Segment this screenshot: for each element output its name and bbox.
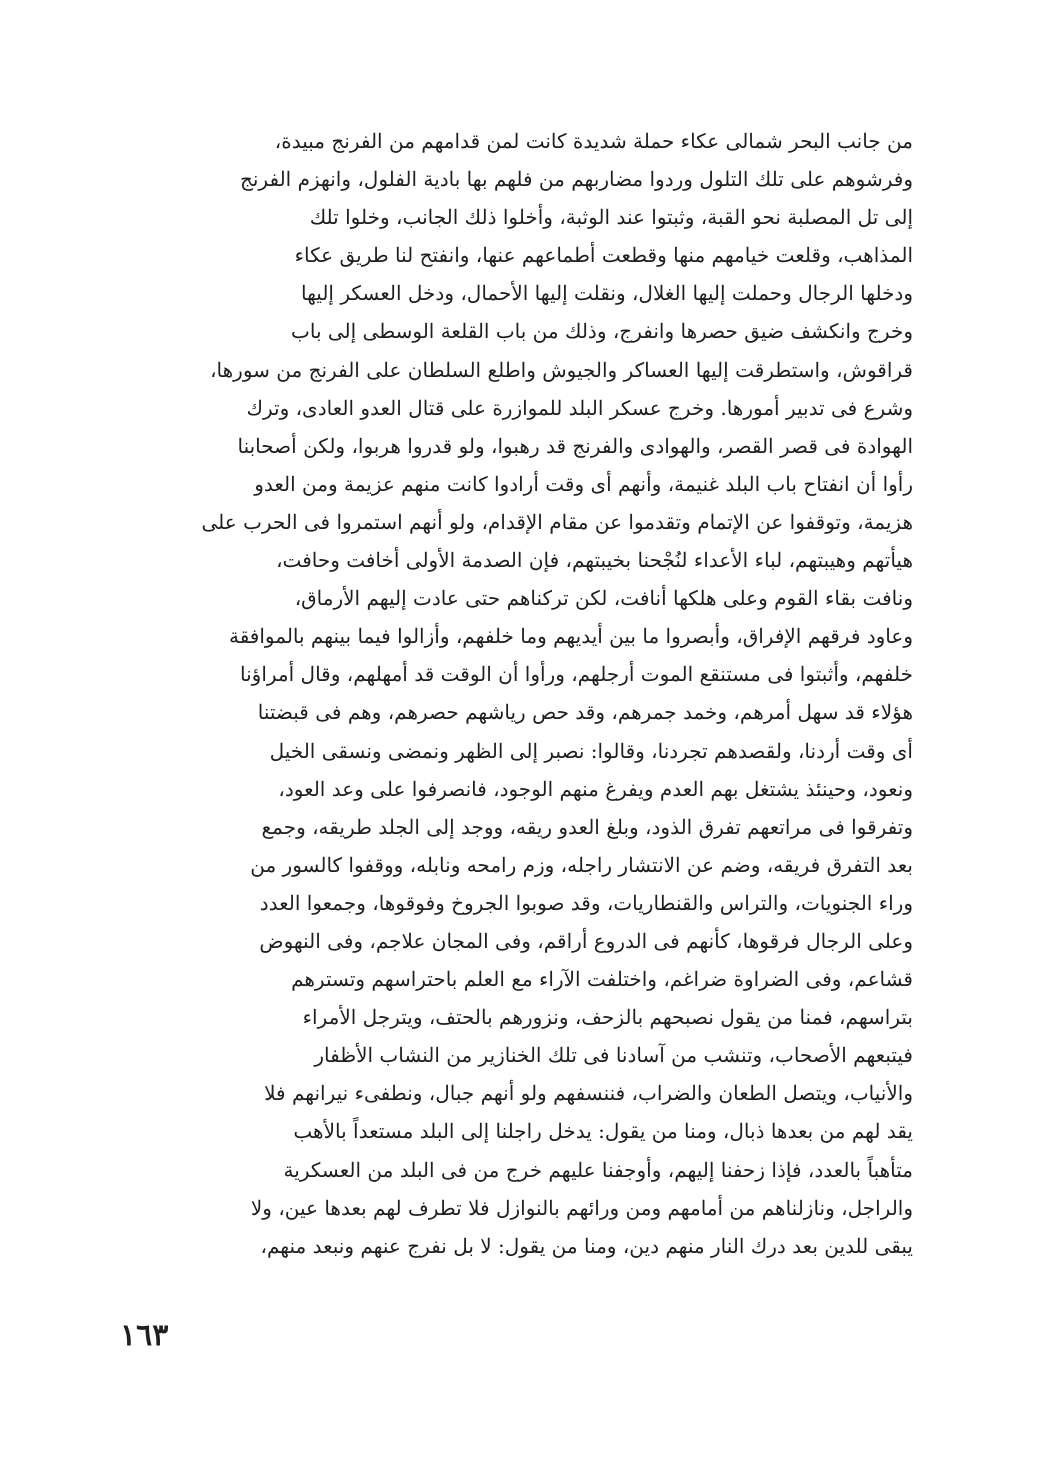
text-line: وتفرقوا فى مراتعهم تفرق الذود، وبلغ العدو ريقه، ووجد إلى الجلد طريقه، وجمع <box>261 814 913 839</box>
text-line: بتراسهم، فمنا من يقول نصبحهم بالزحف، ونزورهم بالحتف، ويترجل الأمراء <box>302 1005 913 1030</box>
text-line: هؤلاء قد سهل أمرهم، وخمد جمرهم، وقد حص رياشهم حصرهم، وهم فى قبضتنا <box>257 700 913 725</box>
text-line: وعلى الرجال فرقوها، كأنهم فى الدروع أراقم، وفى المجان علاجم، وفى النهوض <box>259 928 913 953</box>
text-line: يقد لهم من بعدها ذبال، ومنا من يقول: يدخل راجلنا إلى البلد مستعداً بالأهب <box>293 1119 913 1144</box>
text-line: أى وقت أردنا، ولقصدهم تجردنا، وقالوا: نصبر إلى الظهر ونمضى ونسقى الخيل <box>269 738 913 763</box>
text-line: بعد التفرق فريقه، وضم عن الانتشار راجله، وزم رامحه ونابله، ووقفوا كالسور من <box>250 852 913 877</box>
text-line: هزيمة، وتوقفوا عن الإتمام وتقدموا عن مقام الإقدام، ولو أنهم استمروا فى الحرب على <box>201 509 913 534</box>
text-line: ونعود، وحينئذ يشتغل بهم العدم ويفرغ منهم الوجود، فانصرفوا على وعد العود، <box>278 776 913 801</box>
body-text <box>125 122 913 1265</box>
text-line: وراء الجنويات، والتراس والقنطاريات، وقد صوبوا الجروخ وفوقوها، وجمعوا العدد <box>259 890 913 915</box>
text-line: قراقوش، واستطرقت إليها العساكر والجيوش واطلع السلطان على الفرنج من سورها، <box>210 357 913 382</box>
page-number: ١٦٣ <box>120 1318 169 1353</box>
text-line: وخرج وانكشف ضيق حصرها وانفرج، وذلك من باب القلعة الوسطى إلى باب <box>291 319 913 344</box>
text-line: خلفهم، وأثبتوا فى مستنقع الموت أرجلهم، ورأوا أن الوقت قد أمهلهم، وقال أمراؤنا <box>240 662 913 687</box>
text-line: هيأتهم وهيبتهم، لباء الأعداء لنُجْحنا بخيبتهم، فإن الصدمة الأولى أخافت وحافت، <box>276 548 913 573</box>
text-line: قشاعم، وفى الضراوة ضراغم، واختلفت الآراء مع العلم باحتراسهم وتسترهم <box>291 967 913 992</box>
text-line: متأهباً بالعدد، فإذا زحفنا إليهم، وأوجفنا عليهم خرج من فى البلد من العسكرية <box>283 1157 913 1182</box>
text-line: المذاهب، وقلعت خيامهم منها وقطعت أطماعهم عنها، وانفتح لنا طريق عكاء <box>294 243 913 268</box>
text-line: ونافت بقاء القوم وعلى هلكها أنافت، لكن تركناهم حتى عادت إليهم الأرماق، <box>294 586 913 611</box>
text-line: ودخلها الرجال وحملت إليها الغلال، ونقلت إليها الأحمال، ودخل العسكر إليها <box>300 281 913 306</box>
text-line: الهوادة فى قصر القصر، والهوادى والفرنج قد رهبوا، ولو قدروا هربوا، ولكن أصحابنا <box>237 433 913 458</box>
text-line: والأنياب، ويتصل الطعان والضراب، فننسفهم ولو أنهم جبال، ونطفىء نيرانهم فلا <box>264 1081 913 1106</box>
text-line: والراجل، ونازلناهم من أمامهم ومن ورائهم بالنوازل فلا تطرف لهم بعدها عين، ولا <box>250 1195 913 1220</box>
text-line: رأوا أن انفتاح باب البلد غنيمة، وأنهم أى وقت أرادوا كانت منهم عزيمة ومن العدو <box>254 471 913 496</box>
text-line: وفرشوهم على تلك التلول وردوا مضاربهم من فلهم بها بادية الفلول، وانهزم الفرنج <box>239 167 913 192</box>
text-line: إلى تل المصلبة نحو القبة، وثبتوا عند الوثبة، وأخلوا ذلك الجانب، وخلوا تلك <box>309 205 913 230</box>
text-line: يبقى للدين بعد درك النار منهم دين، ومنا من يقول: لا بل نفرج عنهم ونبعد منهم، <box>260 1233 913 1258</box>
text-line: وعاود فرقهم الإفراق، وأبصروا ما بين أيديهم وما خلفهم، وأزالوا فيما بينهم بالموافقة <box>228 624 913 649</box>
text-line: من جانب البحر شمالى عكاء حملة شديدة كانت لمن قدامهم من الفرنج مبيدة، <box>274 129 913 153</box>
text-line: فيتبعهم الأصحاب، وتنشب من آسادنا فى تلك الخنازير من النشاب الأظفار <box>314 1043 913 1068</box>
text-line: وشرع فى تدبير أمورها. وخرج عسكر البلد للموازرة على قتال العدو العادى، وترك <box>246 395 913 420</box>
